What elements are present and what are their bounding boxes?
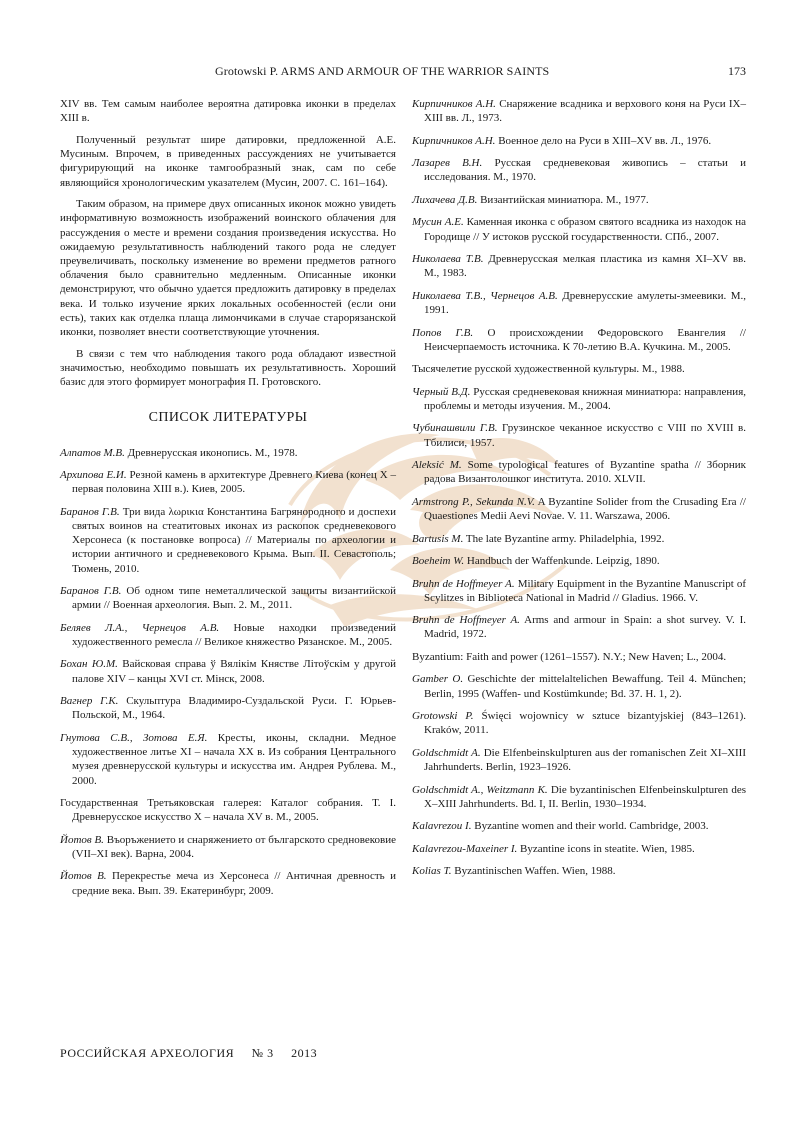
reference-author: Goldschmidt A. <box>412 746 481 759</box>
reference-author: Вагнер Г.К. <box>60 695 119 708</box>
reference-entry <box>412 577 746 605</box>
reference-text: Byzantium: Faith and power (1261–1557). N.Y.; New Haven; L., 2004. <box>412 650 727 663</box>
reference-entry <box>412 134 746 148</box>
journal-year: 2013 <box>291 1046 318 1060</box>
reference-author: Armstrong P., Sekunda N.V. <box>412 495 535 508</box>
reference-author: Чубинашвили Г.В. <box>412 422 498 435</box>
reference-author: Goldschmidt A., Weitzmann K. <box>412 783 548 796</box>
reference-entry <box>412 819 746 833</box>
reference-text: The late Byzantine army. Philadelphia, 1992. <box>465 532 665 545</box>
reference-entry <box>60 869 396 897</box>
reference-author: Йотов В. <box>60 870 107 883</box>
reference-author: Grotowski P. <box>412 710 474 723</box>
reference-text: Каменная иконка с образом святого всадника из находок на Городище // У истоков русской государственности. СПб., 2007. <box>424 216 746 243</box>
reference-text: A Byzantine Solider from the Crusading Era // Quaestiones Medii Aevi Novae. V. 11. Warszawa, 2006. <box>424 495 746 523</box>
reference-text: Die Elfenbeinskulpturen aus der romanischen Zeit XI–XIII Jahrhunderts. Berlin, 1923–1926. <box>424 746 746 774</box>
reference-entry <box>412 783 746 811</box>
reference-text: Geschichte der mittelaltelichen Bewaffung. Teil 4. München; Berlin, 1995 (Waffen- und Kostümkunde; Bd. 37. H. 1, 2). <box>424 673 747 700</box>
page-number: 173 <box>728 64 746 78</box>
reference-text: Снаряжение всадника и верхового коня на Руси IX–XIII вв. Л., 1973. <box>424 98 746 125</box>
right-column <box>412 97 746 887</box>
reference-text: Тысячелетие русской художественной культуры. М., 1988. <box>412 363 685 376</box>
journal-name: РОССИЙСКАЯ АРХЕОЛОГИЯ <box>60 1046 235 1060</box>
reference-author: Bruhn de Hoffmeyer A. <box>412 577 515 590</box>
reference-text: Государственная Третьяковская галерея: Каталог собрания. Т. I. Древнерусское искусство X – начала XV в. М., 2005. <box>60 797 396 824</box>
reference-text: Arms and armour in Spain: a shot survey. V. I. Madrid, 1972. <box>424 614 746 641</box>
reference-author: Bruhn de Hoffmeyer A. <box>412 614 520 627</box>
reference-entry <box>60 446 396 460</box>
reference-entry <box>412 421 746 449</box>
body-paragraph: В связи с тем что наблюдения такого рода обладают известной значимостью, необходимо повышать их результативность. Хороший базис для этого формирует монография П. Гротовского. <box>60 347 396 389</box>
reference-entry <box>412 215 746 243</box>
reference-author: Гнутова С.В., Зотова Е.Я. <box>60 731 208 744</box>
reference-text: Byzantinischen Waffen. Wien, 1988. <box>454 865 616 878</box>
reference-entry <box>412 289 746 317</box>
reference-entry <box>412 458 746 486</box>
reference-author: Bartusis M. <box>412 532 464 545</box>
reference-entry <box>60 584 396 612</box>
reference-entry <box>412 495 746 523</box>
reference-entry <box>412 650 746 664</box>
reference-author: Лазарев В.Н. <box>412 157 483 170</box>
reference-author: Кирпичников А.Н. <box>412 98 496 110</box>
running-title: Grotowski P. ARMS AND ARMOUR OF THE WARRIOR SAINTS <box>215 64 550 78</box>
reference-entry <box>412 97 746 125</box>
reference-entry <box>412 842 746 856</box>
reference-text: Об одном типе неметаллической защиты византийской армии // Военная археология. Вып. 2. М., 2011. <box>72 585 397 612</box>
reference-author: Aleksić M. <box>412 459 462 472</box>
reference-text: Кресты, иконы, складни. Медное художественное литье XI – начала XX в. Из собрания Центрального музея древнерусской культуры и искусства им. Андрея Рублева. М., 2000. <box>72 731 396 787</box>
reference-entry <box>412 193 746 207</box>
reference-text: О происхождении Федоровского Евангелия // Неисчерпаемость источника. К 70-летию В.А. Кучкина. М., 2005. <box>424 326 746 353</box>
reference-text: Byzantine icons in steatite. Wien, 1985. <box>520 842 695 855</box>
reference-text: Грузинское чеканное искусство с VIII по XVIII в. Тбилиси, 1957. <box>424 422 747 449</box>
reference-author: Кирпичников А.Н. <box>412 134 496 147</box>
reference-text: Военное дело на Руси в XIII–XV вв. Л., 1976. <box>498 134 712 147</box>
reference-text: Święci wojownicy w sztuce bizantyjskiej (843–1261). Kraków, 2011. <box>424 710 746 737</box>
reference-text: Византийская миниатюра. М., 1977. <box>480 193 649 206</box>
reference-author: Gamber O. <box>412 673 464 686</box>
reference-author: Попов Г.В. <box>412 326 474 339</box>
reference-entry <box>412 554 746 568</box>
reference-text: Русская средневековая книжная миниатюра: направления, проблемы и методы изучения. М., 2004. <box>424 385 746 412</box>
reference-entry <box>412 746 746 774</box>
reference-text: Die byzantinischen Elfenbeinskulpturen des X–XIII Jahrhunderts. Bd. I, II. Berlin, 1930–1934. <box>424 783 746 810</box>
reference-entry <box>412 613 746 641</box>
reference-author: Бохан Ю.М. <box>60 658 118 671</box>
reference-entry <box>60 505 396 576</box>
reference-entry <box>412 709 746 737</box>
reference-text: Резной камень в архитектуре Древнего Киева (конец X – первая половина XIII в.). Киев, 2005. <box>72 469 397 496</box>
reference-text: Скульптура Владимиро-Суздальской Руси. Г. Юрьев-Польской, М., 1964. <box>72 695 396 722</box>
reference-entry <box>60 796 396 824</box>
reference-entry <box>412 156 746 184</box>
journal-issue: № 3 <box>251 1046 274 1060</box>
body-paragraph: XIV вв. Тем самым наиболее вероятна датировка иконки в пределах XIII в. <box>60 98 396 125</box>
reference-text: Handbuch der Waffenkunde. Leipzig, 1890. <box>466 555 660 568</box>
reference-text: Byzantine women and their world. Cambridge, 2003. <box>474 820 709 833</box>
reference-entry <box>60 621 396 649</box>
reference-author: Николаева Т.В., Чернецов А.В. <box>412 289 558 302</box>
body-paragraph: Таким образом, на примере двух описанных иконок можно увидеть информативную возможность изображений воинского облачения для рассуждения о месте и времени создания произведения искусства. Но ожидаемую результативность наблюдений такого рода не следует преувеличивать, поскольку изменение во времени предметов ратного облачения было сравнительно медленным. Описанные иконки демонстрируют, что обычно удается предложить датировку в пределах века. И только изучение ярких локальных особенностей (если они есть), таких как отделка плаща лимончиками в случае старорязанской иконки, позволяет внести соответствующие уточнения. <box>60 198 396 339</box>
reference-entry <box>60 657 396 685</box>
reference-text: Перекрестье меча из Херсонеса // Античная древность и средние века. Вып. 39. Екатеринбург, 2009. <box>72 870 397 897</box>
reference-author: Kolias T. <box>412 865 452 878</box>
reference-entry <box>412 326 746 354</box>
reference-entry <box>412 252 746 280</box>
reference-text: Вайсковая справа ў Вялікім Княстве Літоўскім у другой палове XIV – канцы XVI ст. Мінск, 2008. <box>72 658 396 685</box>
reference-entry <box>412 532 746 546</box>
reference-entry <box>412 864 746 878</box>
reference-entry <box>60 833 396 861</box>
reference-entry <box>412 385 746 413</box>
reference-text: Новые находки произведений художественного ремесла // Великое княжество Рязанское. М., 2005. <box>72 621 397 648</box>
reference-author: Мусин А.Е. <box>412 216 464 229</box>
reference-author: Boeheim W. <box>412 555 465 568</box>
reference-author: Баранов Г.В. <box>60 585 122 598</box>
reference-author: Kalavrezou I. <box>412 820 472 833</box>
reference-entry <box>412 362 746 376</box>
reference-list <box>60 446 396 898</box>
reference-author: Kalavrezou-Maxeiner I. <box>412 842 518 855</box>
reference-author: Черный В.Д. <box>412 385 471 398</box>
reference-author: Баранов Г.В. <box>60 505 120 518</box>
left-column <box>60 97 396 906</box>
page-footer <box>60 1046 331 1061</box>
reference-author: Беляев Л.А., Чернецов А.В. <box>60 621 220 634</box>
reference-text: Древнерусская иконопись. М., 1978. <box>127 446 298 459</box>
reference-text: Древнерусские амулеты-змеевики. М., 1991. <box>424 289 747 317</box>
reference-author: Йотов В. <box>60 833 104 846</box>
reference-entry <box>60 468 396 496</box>
reference-entry <box>412 672 746 700</box>
bibliography-heading: СПИСОК ЛИТЕРАТУРЫ <box>148 410 308 426</box>
reference-author: Архипова Е.И. <box>60 469 127 482</box>
reference-entry <box>60 694 396 722</box>
reference-list <box>412 97 746 878</box>
reference-text: Древнерусская мелкая пластика из камня XI–XV вв. М., 1983. <box>424 253 746 280</box>
running-head <box>60 64 746 80</box>
reference-text: Въоръжението и снаряжението от българското средновековие (VII–XI век). Варна, 2004. <box>72 833 396 860</box>
reference-text: Русская средневековая живопись – статьи и исследования. М., 1970. <box>424 157 747 184</box>
reference-text: Military Equipment in the Byzantine Manuscript of Scylitzes in Biblioteca National in Madrid // Gladius. 1966. V. <box>424 577 746 604</box>
reference-text: Три вида λωρικια Константина Багрянородного и доспехи святых воинов на стеатитовых иконах из раскопок средневекового Херсонеса (к постановке вопроса) // Материалы по археологии и истории античного и средневекового Крыма. Вып. II. Севастополь; Тюмень, 2010. <box>72 505 397 575</box>
reference-author: Алпатов М.В. <box>60 446 125 459</box>
body-paragraph: Полученный результат шире датировки, предложенной А.Е. Мусиным. Впрочем, в приведенных рассуждениях не учитывается фигурирующий на иконке тамгообразный знак, сам по себе являющийся хронологическим указателем (Мусин, 2007. С. 161–164). <box>60 133 396 189</box>
reference-text: Some typological features of Byzantine spatha // Зборник радова Византолошког института. 2010. XLVII. <box>424 459 746 486</box>
reference-author: Николаева Т.В. <box>412 253 484 266</box>
reference-entry <box>60 731 396 788</box>
reference-author: Лихачева Д.В. <box>412 193 478 206</box>
